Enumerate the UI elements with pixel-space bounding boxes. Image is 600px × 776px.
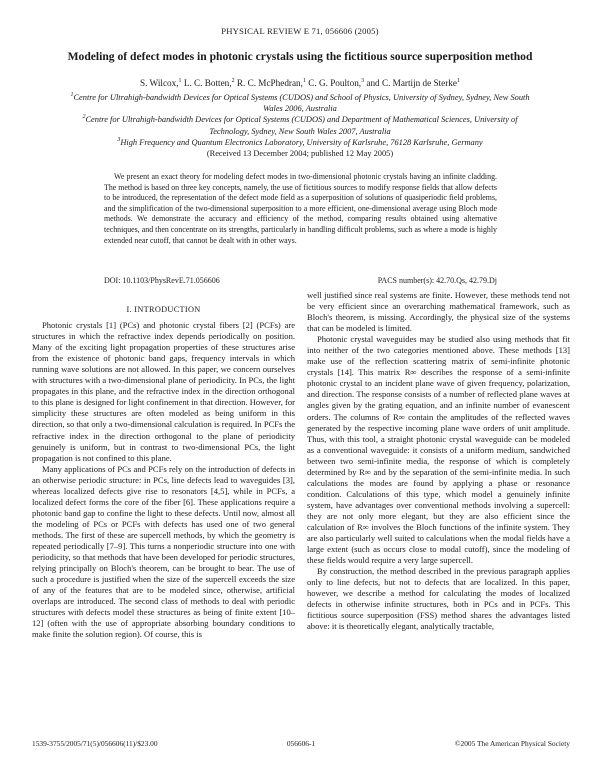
author: S. Wilcox, bbox=[140, 78, 179, 88]
paragraph: Many applications of PCs and PCFs rely on the introduction of defects in an otherwise periodic structure: in PCs, line defects lead to waveguides [3], whereas localized defects give rise to resonators [4,5], while in PCFs, a localized defect forms the core of the fiber [6]. These applications require a photonic band gap to confine the light to these defects. Until now, almost all the modeling of PCs or PCFs with defects has used one of two general methods. The first of these are supercell methods, by which the geometry is repeated periodically [7–9]. This turns a nonperiodic structure into one with periodicity, so that methods that have been developed for periodic structures, relying principally on Bloch's theorem, can be brought to bear. The use of such a procedure is justified when the size of the supercell exceeds the size of any of the features that are to be modeled since, otherwise, artificial overlaps are introduced. The second class of methods to deal with periodic structures with defects model these structures as being of finite extent [10–12] (often with the use of appropriate absorbing boundary conditions to make finite the solution region). Of course, this is bbox=[32, 463, 295, 640]
paragraph: Photonic crystals [1] (PCs) and photonic crystal fibers [2] (PCFs) are structures in which the refractive index depends periodically on position. Many of the exciting light propagation properties of these structures arise from the existence of photonic band gaps, frequency intervals in which running wave solutions are not allowed. In this paper, we concern ourselves with structures with a two-dimensional plane of periodicity. In PCs, the light propagates in this plane, and the refractive index in the direction orthogonal to this plane is designed for light confinement in that direction. However, for simplicity these structures are often modeled as being uniform in this direction, so that only a two-dimensional calculation is required. In PCFs the refractive index in the direction orthogonal to the plane of periodicity genuinely is uniform, but in contrast to two-dimensional PCs, the light propagation is not confined to this plane. bbox=[32, 320, 295, 463]
doi: DOI: 10.1103/PhysRevE.71.056606 bbox=[104, 276, 220, 285]
affiliation-number: 2 bbox=[82, 114, 86, 121]
affiliation-text: Centre for Ultrahigh-bandwidth Devices for Optical Systems (CUDOS) and Department of Mathematical Sciences, University of Technology, Sydney, New South Wales 2007, Australia bbox=[85, 115, 518, 136]
author: C. G. Poulton, bbox=[308, 78, 362, 88]
author: R. C. McPhedran, bbox=[236, 78, 303, 88]
affiliation-number: 3 bbox=[117, 137, 121, 144]
section-heading: I. INTRODUCTION bbox=[126, 305, 201, 314]
author-affiliation-mark: 1 bbox=[302, 77, 306, 84]
affiliation-number: 1 bbox=[70, 92, 74, 99]
author-affiliation-mark: 1 bbox=[178, 77, 182, 84]
abstract: We present an exact theory for modeling defect modes in two-dimensional photonic crystals having an infinite cladding. The method is based on three key concepts, namely, the use of fictitious sources to modify response fields that allow defects to be introduced, the representation of the defect mode field as a superposition of solutions of quasiperiodic field problems, and the simplification of the two-dimensional superposition to a more efficient, one-dimensional average using Bloch mode methods. We demonstrate the accuracy and efficiency of the method, comparing results obtained using alternative techniques, and then concentrate on its strengths, particularly in handling difficult problems, such as where a mode is highly extended near cutoff, that cannot be dealt with in other ways. bbox=[104, 172, 497, 245]
affiliation bbox=[70, 114, 530, 136]
affiliation bbox=[70, 92, 530, 114]
author: L. C. Botten, bbox=[183, 78, 232, 88]
paragraph: well justified since real systems are finite. However, these methods tend not be very efficient since an overarching mathematical framework, such as Bloch's theorem, is missing. Accordingly, the physical size of the systems that can be modeled is limited. bbox=[307, 290, 570, 334]
paragraph: By construction, the method described in the previous paragraph applies only to line defects, but not to defects that are localized. In this paper, however, we describe a method for calculating the modes of localized defects in otherwise infinite structures, both in PCs and in PCFs. This fictitious source superposition (FSS) method shares the advantages listed above: it is theoretically elegant, analytically tractable, bbox=[307, 566, 570, 632]
received-dates: (Received 13 December 2004; published 12 May 2005) bbox=[206, 149, 394, 159]
affiliations bbox=[70, 92, 530, 159]
paragraph: Photonic crystal waveguides may be studied also using methods that fit into neither of the two categories mentioned above. These methods [13] make use of the reflection scattering matrix of semi-infinite photonic crystals [14]. This matrix R∞ describes the response of a semi-infinite photonic crystal to an incident plane wave of given frequency, polarization, and direction. The response consists of a number of reflected plane waves at angles given by the grating equation, and an infinite number of evanescent orders. The columns of R∞ contain the amplitudes of the reflected waves generated by the respective incoming plane wave orders of unit amplitude. Thus, with this tool, a straight photonic crystal waveguide can be modeled as a conventional waveguide: it consists of a uniform medium, sandwiched between two semi-infinite media, the response of which is completely determined by R∞ and by the separation of the semi-infinite media. In such calculations the modes are found by applying a phase or resonance condition. Calculations of this type, which model a genuinely infinite system, have advantages over conventional methods involving a supercell: they are not only more elegant, but they are also efficient since the calculation of R∞ involves the Bloch functions of the infinite system. They are also particularly well suited to calculations when the modal fields have a large extent (such as occurs close to modal cutoff), since the modeling of these fields would require a very large supercell. bbox=[307, 334, 570, 566]
footer-issn: 1539-3755/2005/71(5)/056606(11)/$23.00 bbox=[32, 739, 158, 748]
affiliation bbox=[70, 137, 530, 148]
affiliation-text: High Frequency and Quantum Electronics Laboratory, University of Karlsruhe, 76128 Karlsruhe, Germany bbox=[120, 137, 483, 147]
left-column bbox=[32, 290, 295, 640]
pacs-numbers: PACS number(s): 42.70.Qs, 42.79.Dj bbox=[377, 276, 497, 285]
author-affiliation-mark: 2 bbox=[231, 77, 235, 84]
journal-header: PHYSICAL REVIEW E 71, 056606 (2005) bbox=[221, 26, 379, 36]
paper-title: Modeling of defect modes in photonic crystals using the fictitious source superposition method bbox=[67, 50, 533, 63]
author-affiliation-mark: 1 bbox=[456, 77, 460, 84]
right-column bbox=[307, 290, 570, 632]
author: and C. Martijn de Sterke bbox=[366, 78, 457, 88]
affiliation-text: Centre for Ultrahigh-bandwidth Devices for Optical Systems (CUDOS) and School of Physics, University of Sydney, Sydney, New South Wales 2006, Australia bbox=[73, 93, 530, 114]
page-number: 056606-1 bbox=[286, 739, 316, 748]
author-affiliation-mark: 3 bbox=[361, 77, 365, 84]
copyright: ©2005 The American Physical Society bbox=[454, 739, 570, 748]
author-list bbox=[20, 78, 580, 88]
